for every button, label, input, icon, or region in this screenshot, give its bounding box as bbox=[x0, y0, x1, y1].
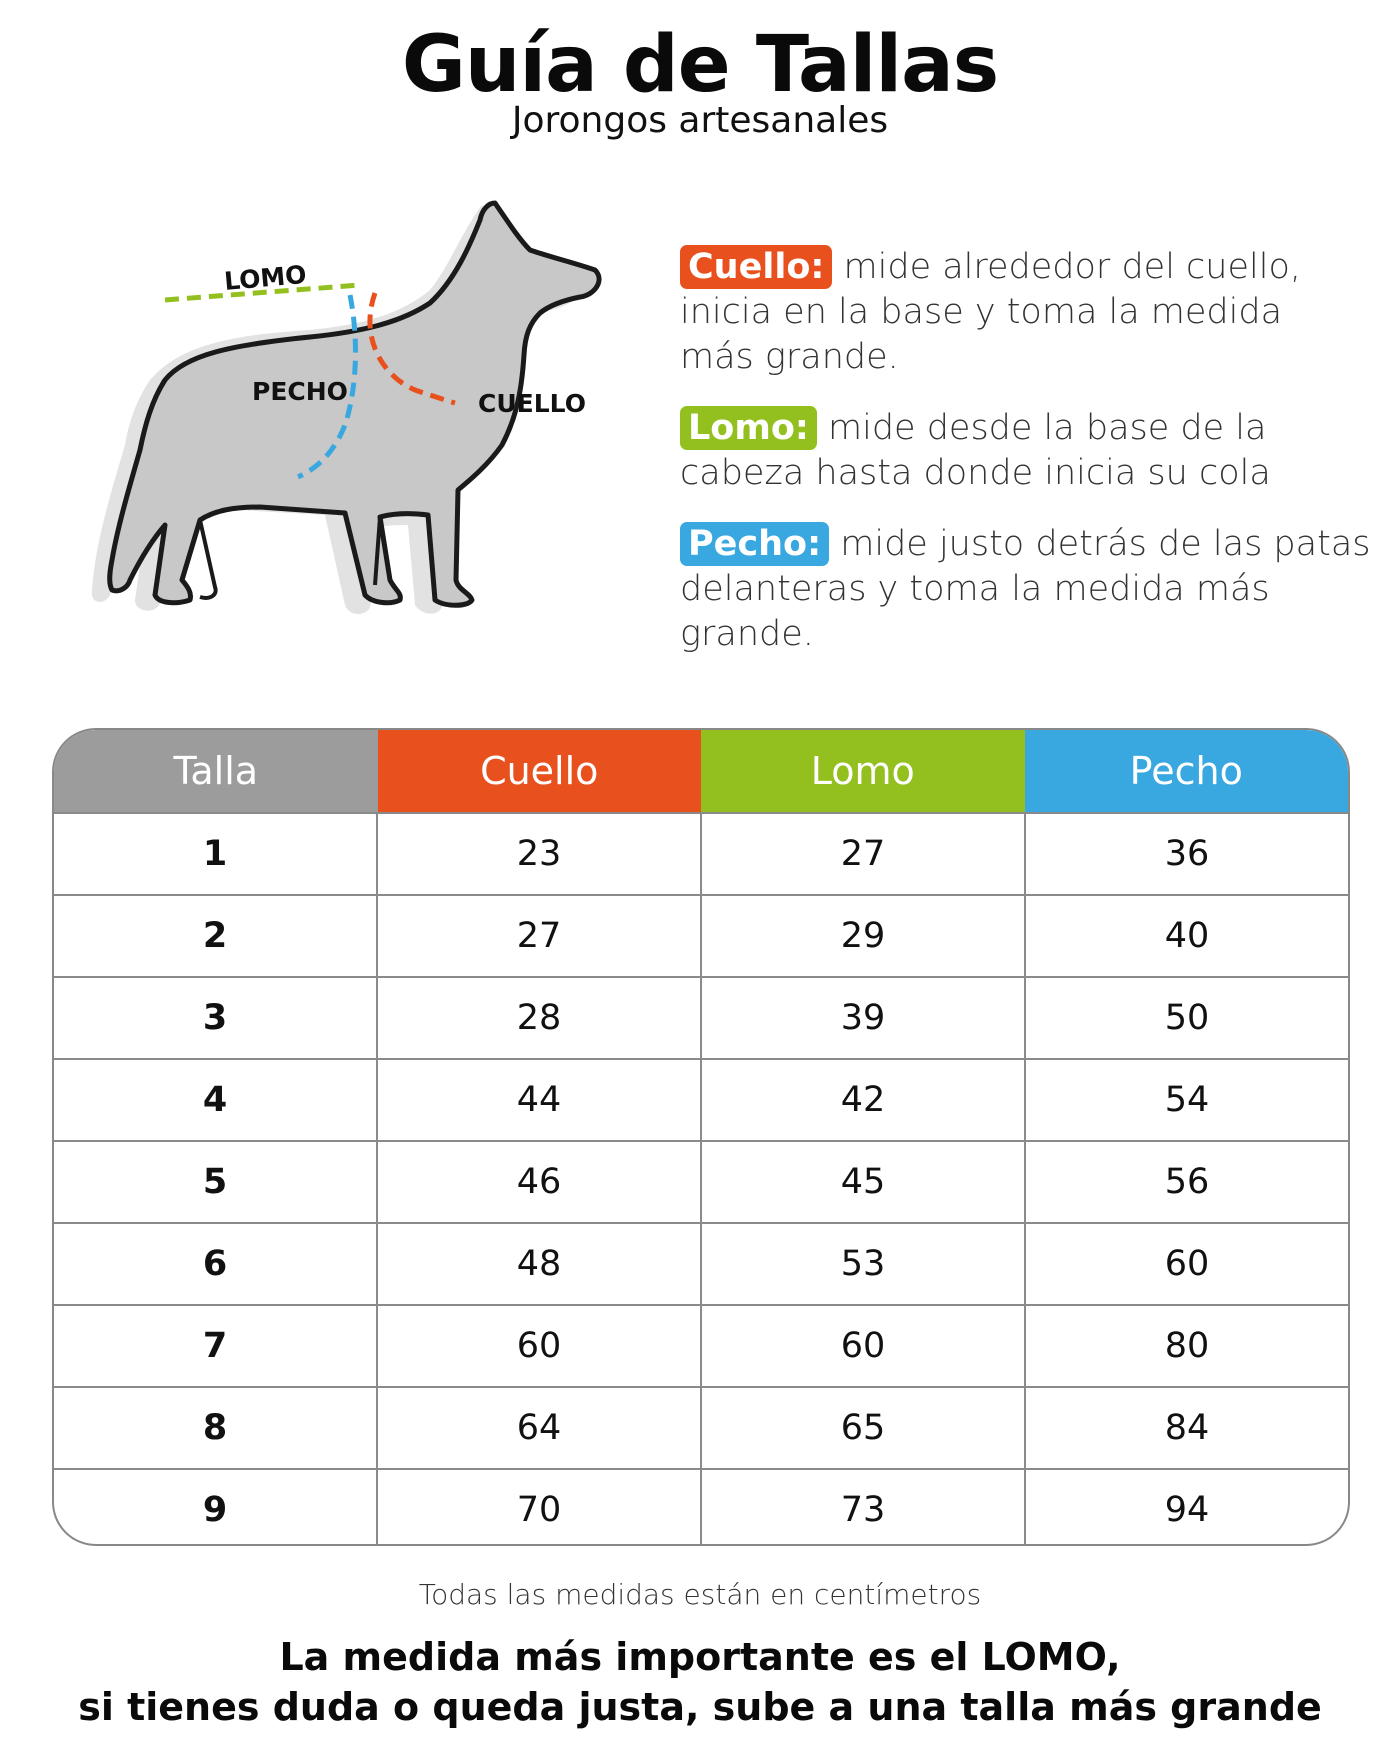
cell-cuello: 64 bbox=[376, 1388, 700, 1468]
pecho-desc-line1: mide justo detrás de las patas bbox=[840, 524, 1371, 564]
lomo-tag: Lomo: bbox=[680, 406, 817, 450]
units-note: Todas las medidas están en centímetros bbox=[418, 1578, 982, 1611]
cuello-tag: Cuello: bbox=[680, 245, 832, 289]
cell-lomo: 60 bbox=[700, 1306, 1024, 1386]
table-row bbox=[54, 812, 1348, 894]
table-row bbox=[54, 1222, 1348, 1304]
cuello-description bbox=[680, 245, 1380, 380]
cell-cuello: 46 bbox=[376, 1142, 700, 1222]
table-row bbox=[54, 1140, 1348, 1222]
cell-lomo: 73 bbox=[700, 1470, 1024, 1546]
pecho-tag: Pecho: bbox=[680, 522, 829, 566]
table-row bbox=[54, 1304, 1348, 1386]
header-lomo: Lomo bbox=[701, 730, 1025, 812]
cuello-desc-line2: inicia en la base y toma la medida bbox=[680, 292, 1283, 332]
pecho-desc-line3: grande. bbox=[680, 614, 814, 654]
cell-talla: 4 bbox=[202, 1080, 228, 1120]
cell-lomo: 29 bbox=[700, 896, 1024, 976]
table-row bbox=[54, 1468, 1348, 1546]
header-talla: Talla bbox=[54, 730, 378, 812]
cell-pecho: 36 bbox=[1024, 814, 1348, 894]
cell-pecho: 54 bbox=[1024, 1060, 1348, 1140]
cell-talla: 6 bbox=[202, 1244, 228, 1284]
cuello-diagram-label: CUELLO bbox=[478, 389, 586, 418]
footer-line1: La medida más importante es el LOMO, bbox=[279, 1635, 1121, 1679]
table-body bbox=[54, 812, 1348, 1546]
cell-talla: 8 bbox=[202, 1408, 228, 1448]
cell-cuello: 28 bbox=[376, 978, 700, 1058]
cell-talla: 5 bbox=[202, 1162, 228, 1202]
lomo-desc-line1: mide desde la base de la bbox=[828, 408, 1267, 448]
dog-measurement-diagram bbox=[40, 195, 660, 675]
cell-cuello: 23 bbox=[376, 814, 700, 894]
cell-pecho: 40 bbox=[1024, 896, 1348, 976]
lomo-diagram-label: LOMO bbox=[222, 259, 308, 296]
cell-talla: 7 bbox=[202, 1326, 228, 1366]
cell-cuello: 44 bbox=[376, 1060, 700, 1140]
cell-lomo: 65 bbox=[700, 1388, 1024, 1468]
lomo-desc-line2: cabeza hasta donde inicia su cola bbox=[680, 453, 1271, 493]
cell-talla: 1 bbox=[202, 834, 228, 874]
cuello-desc-line3: más grande. bbox=[680, 337, 899, 377]
cell-lomo: 27 bbox=[700, 814, 1024, 894]
cell-cuello: 27 bbox=[376, 896, 700, 976]
header-cuello: Cuello bbox=[378, 730, 702, 812]
table-row bbox=[54, 976, 1348, 1058]
footer-advice bbox=[0, 1632, 1400, 1732]
cell-pecho: 80 bbox=[1024, 1306, 1348, 1386]
pecho-description bbox=[680, 522, 1380, 657]
cell-pecho: 94 bbox=[1024, 1470, 1348, 1546]
cell-lomo: 42 bbox=[700, 1060, 1024, 1140]
cell-talla: 2 bbox=[202, 916, 228, 956]
cell-pecho: 50 bbox=[1024, 978, 1348, 1058]
cell-lomo: 45 bbox=[700, 1142, 1024, 1222]
page-subtitle: Jorongos artesanales bbox=[511, 100, 889, 141]
cell-talla: 3 bbox=[202, 998, 228, 1038]
cell-lomo: 39 bbox=[700, 978, 1024, 1058]
cell-pecho: 84 bbox=[1024, 1388, 1348, 1468]
pecho-diagram-label: PECHO bbox=[252, 377, 348, 406]
cell-cuello: 60 bbox=[376, 1306, 700, 1386]
cuello-desc-line1: mide alrededor del cuello, bbox=[843, 247, 1301, 287]
lomo-description bbox=[680, 406, 1380, 496]
cell-pecho: 56 bbox=[1024, 1142, 1348, 1222]
size-table bbox=[52, 728, 1350, 1546]
pecho-desc-line2: delanteras y toma la medida más bbox=[680, 569, 1270, 609]
table-header bbox=[54, 730, 1348, 812]
cell-pecho: 60 bbox=[1024, 1224, 1348, 1304]
footer-line2: si tienes duda o queda justa, sube a una talla más grande bbox=[78, 1685, 1322, 1729]
cell-cuello: 48 bbox=[376, 1224, 700, 1304]
table-row bbox=[54, 894, 1348, 976]
page-title: Guía de Tallas bbox=[401, 20, 999, 110]
cell-talla: 9 bbox=[202, 1490, 228, 1530]
table-row bbox=[54, 1058, 1348, 1140]
header-pecho: Pecho bbox=[1025, 730, 1349, 812]
cell-cuello: 70 bbox=[376, 1470, 700, 1546]
table-row bbox=[54, 1386, 1348, 1468]
cell-lomo: 53 bbox=[700, 1224, 1024, 1304]
